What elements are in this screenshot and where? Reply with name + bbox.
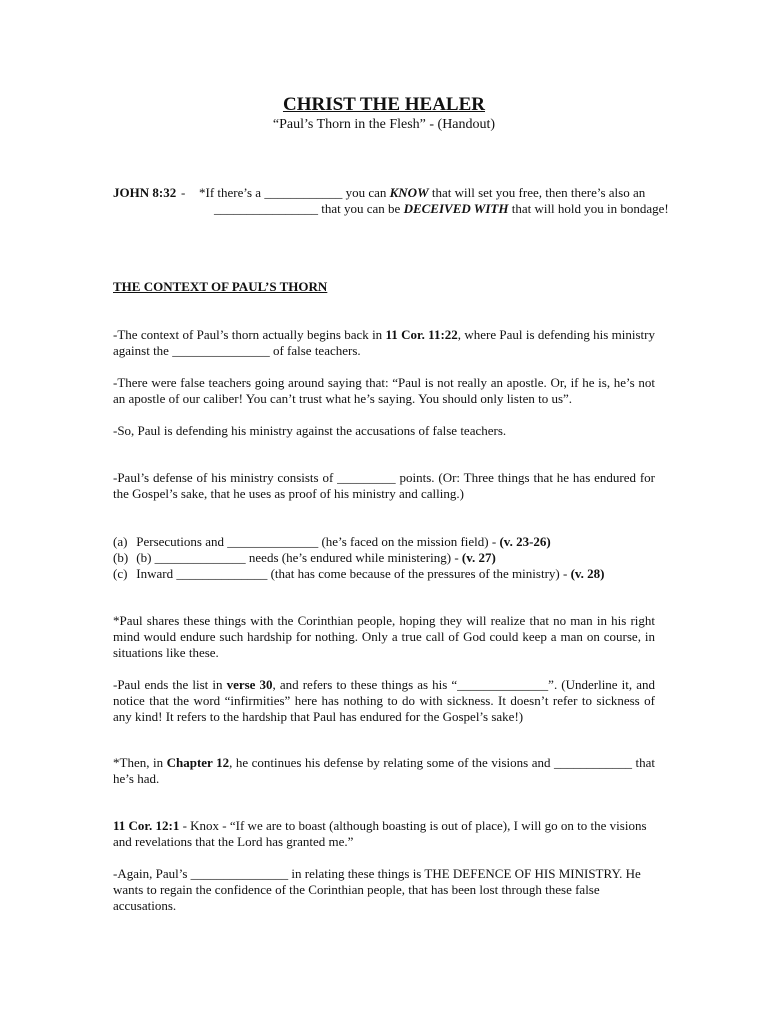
john-emphasis-know: KNOW xyxy=(389,185,429,200)
list-item-b xyxy=(113,550,673,566)
paragraph-context xyxy=(113,327,655,359)
john-quote xyxy=(199,185,670,217)
paragraph-knox-quote xyxy=(113,818,655,850)
scripture-ref-11-cor-12-1: 11 Cor. 12:1 xyxy=(113,818,180,833)
paragraph-context-text-a: -The context of Paul’s thorn actually begins back in xyxy=(113,327,386,342)
john-text-part-3: that will hold you in bondage! xyxy=(508,201,669,216)
scripture-ref-chapter-12: Chapter 12 xyxy=(166,755,230,770)
list-item-c xyxy=(113,566,673,582)
paragraph-chapter-12-text-a: *Then, in xyxy=(113,755,167,770)
scripture-ref-verse-30: verse 30 xyxy=(226,677,273,692)
paragraph-false-teachers: -There were false teachers going around saying that: “Paul is not really an apostle. Or, if he is, he’s not an apostle of our caliber! You can’t trust what he’s saying. You should only listen to us”. xyxy=(113,375,655,406)
list-item-a-label: (a) xyxy=(113,534,128,549)
list-item-b-ref: (v. 27) xyxy=(461,550,496,565)
list-item-b-text: (b) ______________ needs (he’s endured while ministering) - xyxy=(136,550,462,565)
paragraph-verse-30-text-a: -Paul ends the list in xyxy=(113,677,227,692)
list-item-a xyxy=(113,534,673,550)
paragraph-verse-30-text-b: , and refers to these things as his “______________”. (Underline it, and notice that the word “infirmities” here has nothing to do with sickness. It doesn’t refer to sickness of any kind! It refers to the hardship that Paul has endured for the Gospel’s sake!) xyxy=(113,677,655,724)
paragraph-knox-quote-text: - Knox - “If we are to boast (although boasting is out of place), I will go on to the visions and revelations that the Lord has granted me.” xyxy=(113,818,647,849)
paragraph-defending: -So, Paul is defending his ministry against the accusations of false teachers. xyxy=(113,423,507,438)
paragraph-chapter-12-text-b: , he continues his defense by relating some of the visions and ____________ that he’s had. xyxy=(113,755,655,786)
list-item-a-ref: (v. 23-26) xyxy=(499,534,551,549)
paragraph-chapter-12 xyxy=(113,755,655,787)
john-emphasis-deceived: DECEIVED WITH xyxy=(403,201,509,216)
list-item-c-text: Inward ______________ (that has come because of the pressures of the ministry) - xyxy=(136,566,571,581)
john-dash: - xyxy=(181,185,186,200)
list-item-a-text: Persecutions and ______________ (he’s faced on the mission field) - xyxy=(136,534,500,549)
list-item-c-ref: (v. 28) xyxy=(570,566,605,581)
list-item-b-label: (b) xyxy=(113,550,129,565)
paragraph-corinthians: *Paul shares these things with the Corinthian people, hoping they will realize that no man in his right mind would endure such hardship for nothing. Only a true call of God could keep a man on course, in situations like these. xyxy=(113,613,655,660)
john-text-part-1: *If there’s a ____________ you can xyxy=(199,185,390,200)
scripture-ref-11-cor-11-22: 11 Cor. 11:22 xyxy=(385,327,458,342)
page-title: CHRIST THE HEALER xyxy=(282,94,486,115)
paragraph-points: -Paul’s defense of his ministry consists of _________ points. (Or: Three things that he has endured for the Gospel’s sake, that he uses as proof of his ministry and calling.) xyxy=(113,470,655,501)
list-item-c-label: (c) xyxy=(113,566,128,581)
paragraph-verse-30 xyxy=(113,677,655,725)
section-heading: THE CONTEXT OF PAUL’S THORN xyxy=(113,279,328,294)
page-subtitle: “Paul’s Thorn in the Flesh” - (Handout) xyxy=(272,117,496,132)
john-reference: JOHN 8:32 xyxy=(113,185,177,200)
paragraph-defence: -Again, Paul’s _______________ in relating these things is THE DEFENCE OF HIS MINISTRY. He wants to regain the confidence of the Corinthian people, that has been lost through these false accusations. xyxy=(113,866,641,913)
paragraph-context-text-b: , where Paul is defending his ministry against the _______________ of false teachers. xyxy=(113,327,655,358)
john-text-part-2: that will set you free, then there’s also an ________________ that you can be xyxy=(214,185,646,216)
